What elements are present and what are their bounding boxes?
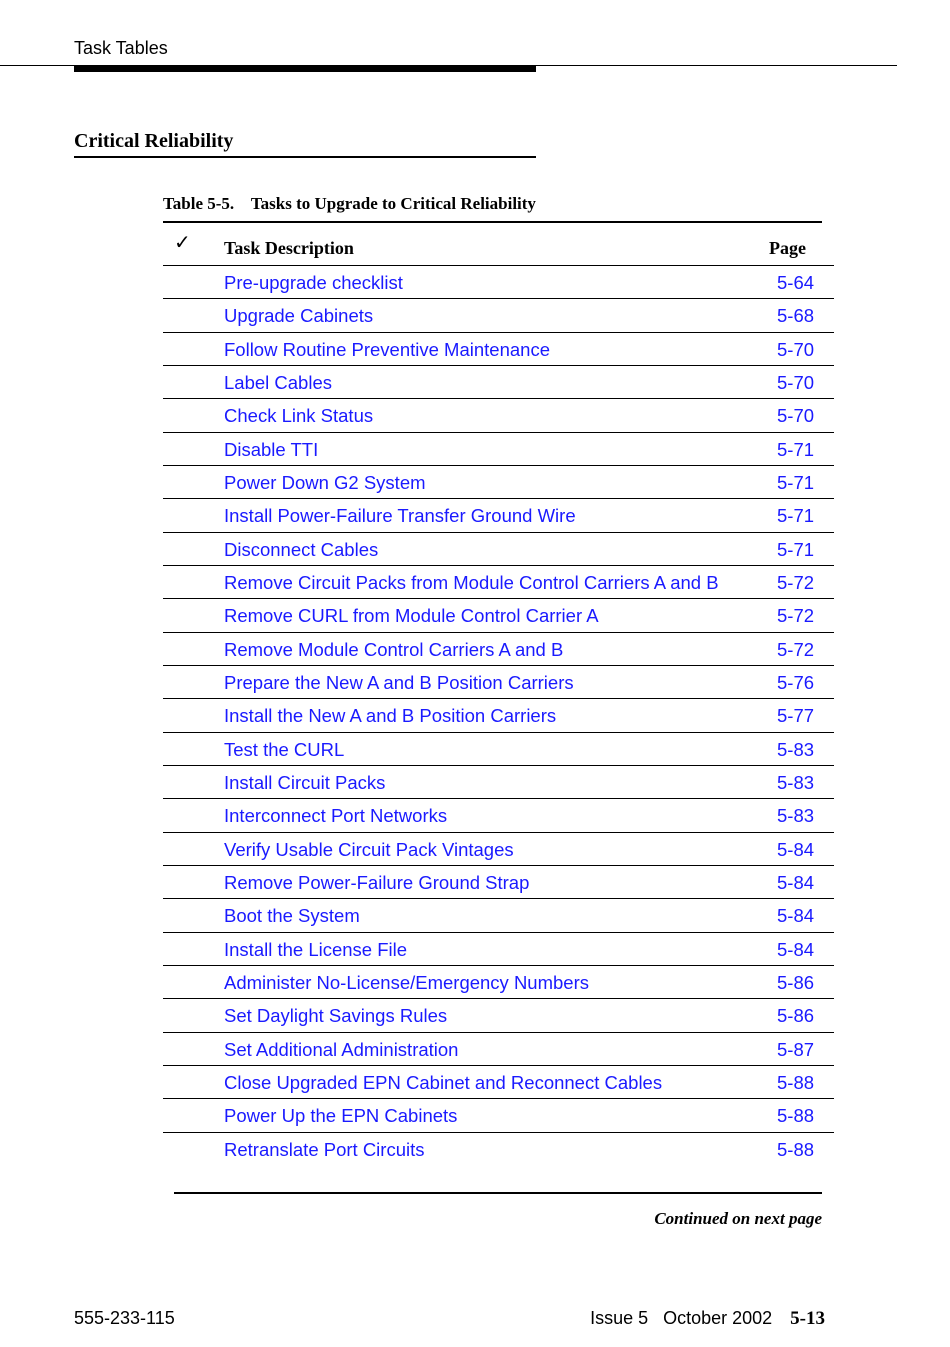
table-row [163, 1066, 834, 1099]
table-row [163, 699, 834, 732]
page-link[interactable]: 5-72 [777, 605, 815, 627]
table-row [163, 533, 834, 566]
page-link[interactable]: 5-87 [777, 1038, 815, 1060]
table-row [163, 899, 834, 932]
page-link[interactable]: 5-88 [777, 1071, 815, 1093]
task-link[interactable]: Test the CURL [224, 738, 345, 760]
page-link[interactable]: 5-84 [777, 938, 815, 960]
task-link[interactable]: Disable TTI [224, 438, 319, 460]
table-row [163, 399, 834, 432]
continued-note: Continued on next page [654, 1209, 822, 1228]
task-link[interactable]: Install the License File [224, 938, 408, 960]
page-link[interactable]: 5-83 [777, 738, 815, 760]
footer-issue: Issue 5 October 2002 [590, 1308, 773, 1328]
table-row [163, 433, 834, 466]
checkmark-column-icon: ✓ [174, 230, 191, 254]
table-row [163, 933, 834, 966]
task-link[interactable]: Set Daylight Savings Rules [224, 1005, 448, 1027]
section-title: Critical Reliability [74, 130, 234, 152]
task-link[interactable]: Install Power-Failure Transfer Ground Wire [224, 505, 576, 527]
task-link[interactable]: Boot the System [224, 905, 360, 927]
table-row [163, 833, 834, 866]
page-link[interactable]: 5-84 [777, 905, 815, 927]
page-link[interactable]: 5-64 [777, 272, 815, 293]
table-row [163, 299, 834, 332]
task-link[interactable]: Upgrade Cabinets [224, 305, 374, 327]
task-link[interactable]: Remove Circuit Packs from Module Control Carriers A and B [224, 571, 719, 593]
table-row [163, 999, 834, 1032]
column-header-page: Page [769, 238, 806, 258]
page-link[interactable]: 5-70 [777, 338, 815, 360]
table-row [163, 599, 834, 632]
page-link[interactable]: 5-71 [777, 471, 815, 493]
page-link[interactable]: 5-72 [777, 571, 815, 593]
task-link[interactable]: Close Upgraded EPN Cabinet and Reconnect Cables [224, 1071, 663, 1093]
column-header-task: Task Description [224, 238, 354, 258]
table-row [163, 333, 834, 366]
page-link[interactable]: 5-68 [777, 305, 815, 327]
table-row [163, 499, 834, 532]
table-row [163, 566, 834, 599]
header-rule-thick [74, 65, 536, 72]
page-link[interactable]: 5-71 [777, 438, 815, 460]
task-link[interactable]: Install Circuit Packs [224, 771, 386, 793]
table-row [163, 799, 834, 832]
task-link[interactable]: Disconnect Cables [224, 538, 379, 560]
task-link[interactable]: Pre-upgrade checklist [224, 272, 403, 293]
page-link[interactable]: 5-83 [777, 771, 815, 793]
table-caption: Table 5-5. Tasks to Upgrade to Critical Reliability [163, 194, 536, 213]
page-link[interactable]: 5-86 [777, 971, 815, 993]
table-row [163, 666, 834, 699]
task-link[interactable]: Verify Usable Circuit Pack Vintages [224, 838, 514, 860]
caption-rule [163, 221, 822, 223]
page-link[interactable]: 5-72 [777, 638, 815, 660]
task-link[interactable]: Retranslate Port Circuits [224, 1138, 425, 1160]
table-row [163, 466, 834, 499]
task-link[interactable]: Set Additional Administration [224, 1038, 459, 1060]
table-row [163, 766, 834, 799]
table-row [163, 866, 834, 899]
task-link[interactable]: Check Link Status [224, 405, 374, 427]
task-link[interactable]: Follow Routine Preventive Maintenance [224, 338, 550, 360]
running-head: Task Tables [74, 38, 168, 58]
task-link[interactable]: Remove Power-Failure Ground Strap [224, 871, 530, 893]
page-link[interactable]: 5-83 [777, 805, 815, 827]
footer-page-number: 5-13 [790, 1308, 825, 1329]
footer-doc-number: 555-233-115 [74, 1308, 175, 1328]
page-link[interactable]: 5-88 [777, 1105, 815, 1127]
table-bottom-rule [174, 1192, 822, 1194]
page-link[interactable]: 5-71 [777, 505, 815, 527]
page-link[interactable]: 5-88 [777, 1138, 815, 1160]
task-link[interactable]: Remove CURL from Module Control Carrier A [224, 605, 599, 627]
table-row [163, 1099, 834, 1132]
page-link[interactable]: 5-84 [777, 838, 815, 860]
task-link[interactable]: Label Cables [224, 371, 332, 393]
table-row [163, 366, 834, 399]
task-link[interactable]: Power Up the EPN Cabinets [224, 1105, 458, 1127]
table-row [163, 633, 834, 666]
task-link[interactable]: Install the New A and B Position Carriers [224, 705, 557, 727]
table-row [163, 1033, 834, 1066]
table-row [163, 266, 834, 299]
section-rule [74, 156, 536, 158]
table-row [163, 733, 834, 766]
task-link[interactable]: Prepare the New A and B Position Carriers [224, 671, 574, 693]
page-link[interactable]: 5-84 [777, 871, 815, 893]
table-row [163, 966, 834, 999]
task-link[interactable]: Administer No-License/Emergency Numbers [224, 971, 589, 993]
task-link[interactable]: Power Down G2 System [224, 471, 426, 493]
task-link[interactable]: Interconnect Port Networks [224, 805, 448, 827]
page-link[interactable]: 5-76 [777, 671, 815, 693]
page-link[interactable]: 5-86 [777, 1005, 815, 1027]
page-link[interactable]: 5-70 [777, 405, 815, 427]
page-link[interactable]: 5-70 [777, 371, 815, 393]
page-link[interactable]: 5-71 [777, 538, 815, 560]
table-row [163, 1133, 834, 1166]
footer-issue-block [590, 1308, 825, 1330]
page-link[interactable]: 5-77 [777, 705, 815, 727]
task-link[interactable]: Remove Module Control Carriers A and B [224, 638, 564, 660]
